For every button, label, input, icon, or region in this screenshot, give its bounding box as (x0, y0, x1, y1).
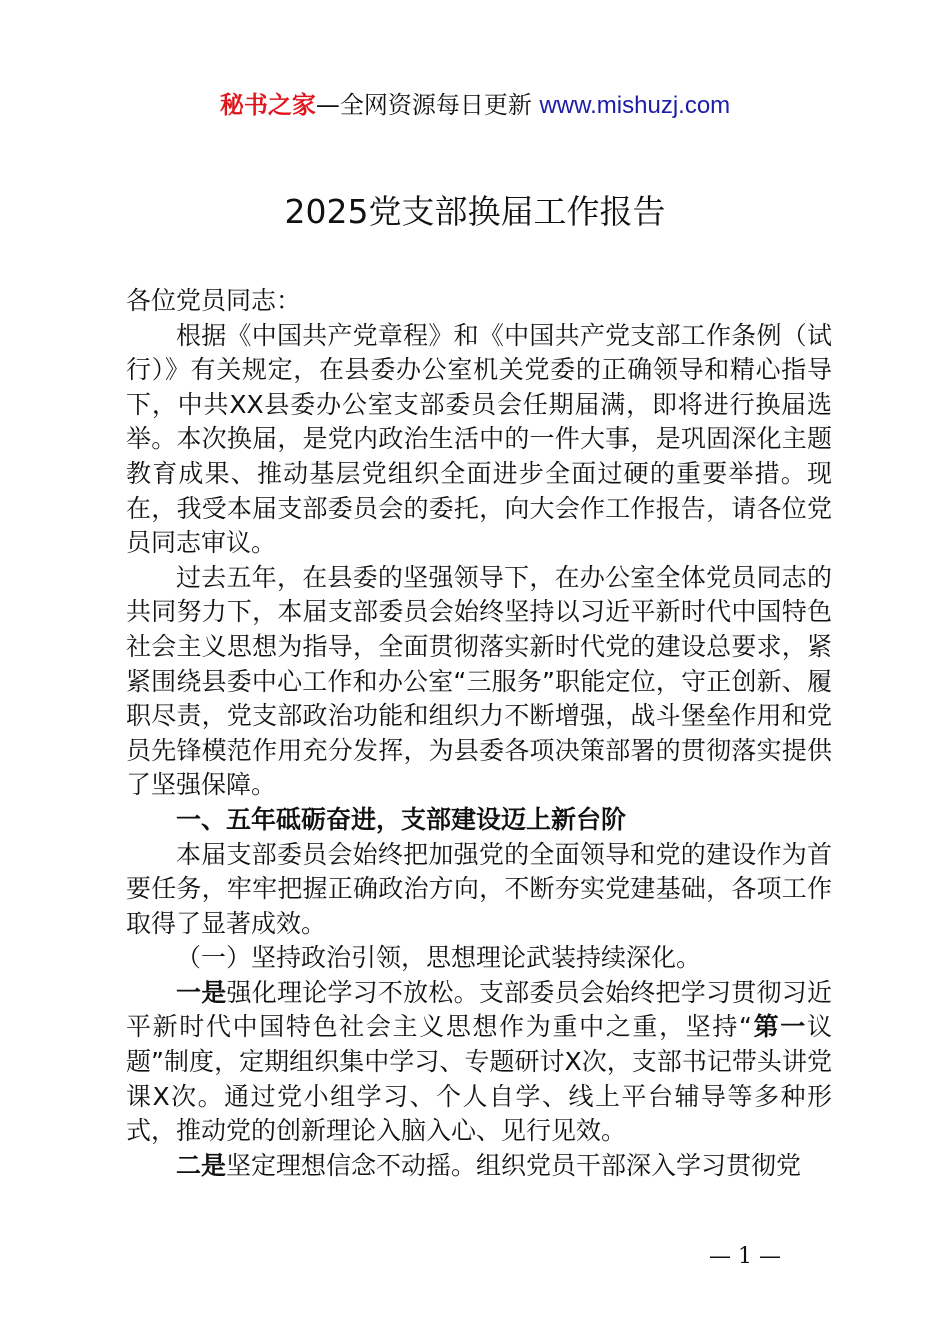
section-1-paragraph: 本届支部委员会始终把加强党的全面领导和党的建设作为首要任务，牢牢把握正确政治方向，不断夯实党建基础，各项工作取得了显著成效。 (126, 839, 832, 938)
point-1-lead: 一是 (176, 977, 227, 1007)
point-2-lead: 二是 (176, 1150, 227, 1180)
header-url-link[interactable]: www.mishuzj.com (539, 92, 731, 119)
site-header (0, 88, 950, 123)
section-heading-1: 一、五年砥砺奋进，支部建设迈上新台阶 (176, 804, 627, 834)
brand-name: 秘书之家 (219, 91, 316, 119)
review-paragraph: 过去五年，在县委的坚强领导下，在办公室全体党员同志的共同努力下，本届支部委员会始终坚持以习近平新时代中国特色社会主义思想为指导，全面贯彻落实新时代党的建设总要求，紧紧围绕县委中心工作和办公室“三服务”职能定位，守正创新、履职尽责，党支部政治功能和组织力不断增强，战斗堡垒作用和党员先锋模范作用充分发挥，为县委各项决策部署的贯彻落实提供了坚强保障。 (126, 562, 832, 800)
page-number: — 1 — (709, 1244, 781, 1269)
salutation: 各位党员同志： (126, 286, 302, 315)
intro-paragraph: 根据《中国共产党章程》和《中国共产党支部工作条例（试行）》有关规定，在县委办公室机关党委的正确领导和精心指导下，中共XX县委办公室支部委员会任期届满，即将进行换届选举。本次换届，是党内政治生活中的一件大事，是巩固深化主题教育成果、推动基层党组织全面进步全面过硬的重要举措。现在，我受本届支部委员会的委托，向大会作工作报告，请各位党员同志审议。 (126, 320, 832, 558)
point-1-bold-text: 第一 (752, 1012, 807, 1042)
document-title: 2025党支部换届工作报告 (284, 192, 666, 231)
point-1-paragraph (126, 976, 832, 1149)
point-2-text: 坚定理想信念不动摇。组织党员干部深入学习贯彻党 (226, 1150, 802, 1180)
header-tagline: —全网资源每日更新 (315, 91, 540, 119)
document-body (126, 284, 832, 1183)
subsection-heading-1: （一）坚持政治引领，思想理论武装持续深化。 (176, 943, 702, 973)
point-1-text-before: 强化理论学习不放松。支部委员会始终把学习贯彻习近平新时代中国特色社会主义思想作为重中之重，坚持“ (126, 977, 832, 1042)
point-2-paragraph (126, 1149, 832, 1184)
point-1-text-after: 议题”制度，定期组织集中学习、专题研讨X次，支部书记带头讲党课X次。通过党小组学习、个人自学、线上平台辅导等多种形式，推动党的创新理论入脑入心、见行见效。 (126, 1012, 832, 1146)
